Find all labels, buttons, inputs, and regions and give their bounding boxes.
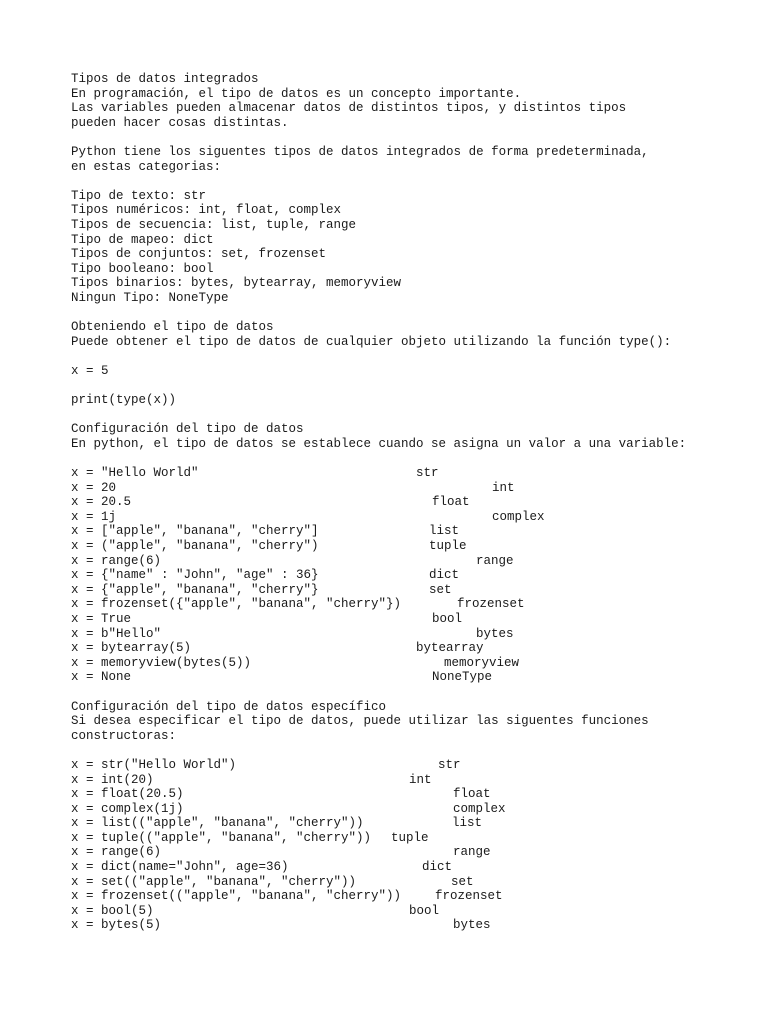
code-text: x = frozenset(("apple", "banana", "cherry")) [71, 889, 402, 904]
code-text: x = dict(name="John", age=36) [71, 860, 289, 875]
code-type-row [71, 641, 731, 656]
code-type-row [71, 904, 731, 919]
type-text: complex [453, 801, 506, 816]
specific-type-table [71, 758, 731, 933]
type-category-item: Ningun Tipo: NoneType [71, 290, 229, 305]
code-type-row [71, 889, 731, 904]
code-type-row [71, 495, 731, 510]
type-text: set [451, 874, 474, 889]
code-text: x = list(("apple", "banana", "cherry")) [71, 816, 364, 831]
type-category-item: Tipos binarios: bytes, bytearray, memoryview [71, 276, 402, 291]
setting-type-description: En python, el tipo de datos se establece cuando se asigna un valor a una variable: [71, 436, 687, 451]
code-text: x = {"name" : "John", "age" : 36} [71, 568, 319, 583]
code-type-row [71, 583, 731, 598]
type-text: bytes [476, 626, 514, 641]
type-text: frozenset [457, 597, 525, 612]
code-text: x = ["apple", "banana", "cherry"] [71, 524, 319, 539]
spacer [71, 408, 731, 423]
section-title-get-type: Obteniendo el tipo de datos [71, 320, 274, 335]
type-text: int [492, 480, 515, 495]
type-text: frozenset [435, 889, 503, 904]
spacer [71, 174, 731, 189]
type-text: str [416, 466, 439, 481]
code-text: x = 1j [71, 509, 117, 524]
type-text: float [432, 495, 470, 510]
builtin-line: Python tiene los siguentes tipos de datos integrados de forma predeterminada, [71, 144, 649, 159]
code-type-row [71, 816, 731, 831]
builtin-line: en estas categorias: [71, 159, 222, 174]
code-type-row [71, 466, 731, 481]
type-category-item: Tipos de secuencia: list, tuple, range [71, 217, 357, 232]
type-text: tuple [429, 539, 467, 553]
type-category-item: Tipo de mapeo: dict [71, 232, 214, 247]
code-type-row [71, 539, 731, 554]
code-text: x = ("apple", "banana", "cherry") [71, 539, 319, 553]
code-type-row [71, 670, 731, 685]
code-text: x = float(20.5) [71, 787, 184, 802]
code-line: print(type(x)) [71, 393, 177, 408]
intro-line: En programación, el tipo de datos es un concepto importante. [71, 86, 522, 101]
section-title-specific-type: Configuración del tipo de datos específico [71, 699, 387, 714]
get-type-description: Puede obtener el tipo de datos de cualquier objeto utilizando la función type(): [71, 334, 672, 349]
spacer [71, 743, 731, 758]
type-text: float [453, 787, 491, 802]
type-text: bool [409, 903, 440, 918]
code-type-row [71, 918, 731, 933]
type-text: memoryview [444, 655, 520, 670]
type-text: set [429, 582, 452, 597]
code-type-row [71, 845, 731, 860]
intro-line: pueden hacer cosas distintas. [71, 115, 289, 130]
type-text: str [438, 757, 461, 772]
code-text: x = tuple(("apple", "banana", "cherry")) [71, 830, 372, 845]
code-type-row [71, 554, 731, 569]
type-text: dict [429, 568, 460, 583]
type-text: range [476, 553, 514, 568]
code-text: x = 20.5 [71, 495, 132, 510]
type-text: complex [492, 509, 545, 524]
code-text: x = bytearray(5) [71, 641, 192, 656]
code-type-row [71, 860, 731, 875]
spacer [71, 306, 731, 321]
code-text: x = range(6) [71, 553, 162, 568]
type-category-list [71, 189, 731, 306]
type-text: bytearray [416, 641, 484, 656]
code-text: x = bool(5) [71, 903, 154, 918]
type-category-item: Tipo booleano: bool [71, 261, 214, 276]
code-text: x = str("Hello World") [71, 757, 237, 772]
spacer [71, 685, 731, 700]
type-text: tuple [391, 830, 429, 845]
code-text: x = memoryview(bytes(5)) [71, 655, 252, 670]
code-line: x = 5 [71, 363, 109, 378]
code-text: x = range(6) [71, 845, 162, 860]
code-type-row [71, 875, 731, 890]
specific-type-description: Si desea especificar el tipo de datos, puede utilizar las siguentes funciones [71, 714, 649, 729]
code-text: x = set(("apple", "banana", "cherry")) [71, 874, 357, 889]
type-text: bytes [453, 918, 491, 933]
section-title-setting-type: Configuración del tipo de datos [71, 422, 304, 437]
code-type-row [71, 758, 731, 773]
setting-type-table [71, 466, 731, 685]
code-text: x = bytes(5) [71, 918, 162, 933]
type-text: list [452, 816, 483, 831]
type-text: dict [422, 860, 453, 875]
code-type-row [71, 481, 731, 496]
code-text: x = b"Hello" [71, 626, 162, 641]
code-text: x = 20 [71, 480, 117, 495]
type-category-item: Tipos de conjuntos: set, frozenset [71, 247, 327, 262]
code-type-row [71, 612, 731, 627]
code-type-row [71, 510, 731, 525]
spacer [71, 349, 731, 364]
code-text: x = {"apple", "banana", "cherry"} [71, 582, 319, 597]
type-text: NoneType [432, 670, 493, 685]
code-type-row [71, 568, 731, 583]
spacer [71, 451, 731, 466]
code-type-row [71, 597, 731, 612]
spacer [71, 130, 731, 145]
code-type-row [71, 802, 731, 817]
code-type-row [71, 787, 731, 802]
code-text: x = None [71, 670, 132, 685]
code-text: x = True [71, 611, 132, 626]
code-type-row [71, 773, 731, 788]
code-type-row [71, 524, 731, 539]
code-type-row [71, 627, 731, 642]
section-title-builtin-types: Tipos de datos integrados [71, 72, 259, 86]
intro-line: Las variables pueden almacenar datos de distintos tipos, y distintos tipos [71, 101, 627, 116]
code-type-row [71, 656, 731, 671]
code-text: x = complex(1j) [71, 801, 184, 816]
type-text: bool [432, 611, 463, 626]
code-type-row [71, 831, 731, 846]
type-category-item: Tipos numéricos: int, float, complex [71, 203, 342, 218]
type-text: int [409, 772, 432, 787]
code-text: x = frozenset({"apple", "banana", "cherry"}) [71, 597, 402, 612]
type-text: list [429, 524, 460, 539]
type-category-item: Tipo de texto: str [71, 188, 207, 203]
spacer [71, 378, 731, 393]
specific-type-description: constructoras: [71, 728, 177, 743]
document-body [71, 72, 731, 933]
code-text: x = "Hello World" [71, 466, 199, 481]
code-text: x = int(20) [71, 772, 154, 787]
type-text: range [453, 845, 491, 860]
